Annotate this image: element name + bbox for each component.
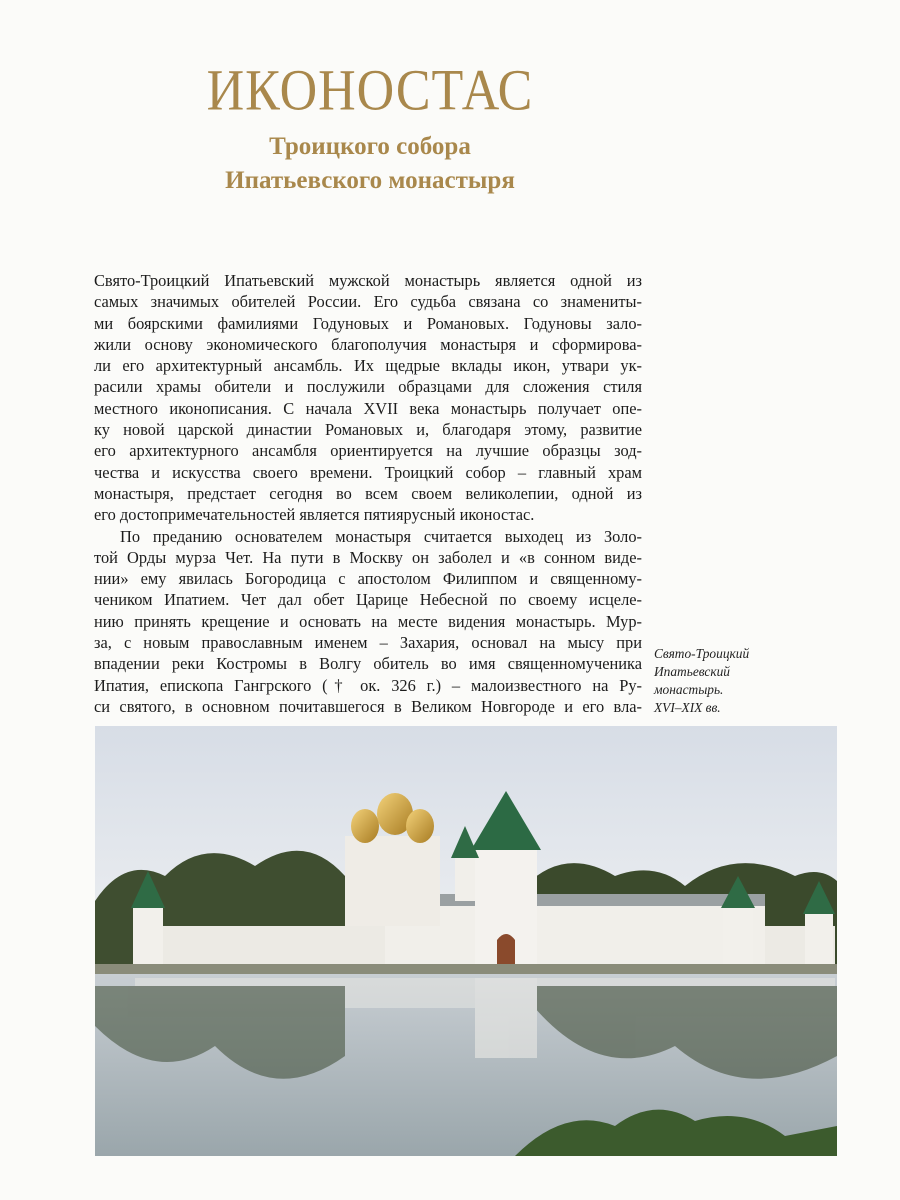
- main-building: [385, 901, 765, 966]
- text-line: Ипатия, епископа Гангрского († ок. 326 г.) – малоизвестного на Ру-: [94, 675, 642, 695]
- text-line: По преданию основателем монастыря считается выходец из Золо-: [120, 526, 642, 546]
- right-tower: [805, 911, 833, 966]
- text-line: его достопримечательностей является пятиярусный иконостас.: [94, 505, 535, 525]
- text-line: жили основу экономического благополучия монастыря и сформирова-: [94, 334, 642, 354]
- text-line: нии» ему явилась Богородица с апостолом Филиппом и священному-: [94, 569, 642, 589]
- text-line: расили храмы обители и послужили образцами для сложения стиля: [94, 377, 642, 397]
- caption-line: Ипатьевский: [654, 664, 731, 679]
- monastery-photo: [95, 726, 837, 1156]
- text-line: монастыря, предстает сегодня во всем своем великолепии, одной из: [94, 483, 642, 503]
- text-line: Свято-Троицкий Ипатьевский мужской монастырь является одной из: [94, 271, 642, 290]
- subtitle-line: Ипатьевского монастыря: [225, 167, 515, 194]
- page-subtitle: [0, 130, 740, 198]
- text-line: чеником Ипатием. Чет дал обет Царице Небесной по своему исцеле-: [94, 590, 642, 610]
- page-title: ИКОНОСТАС: [206, 59, 534, 123]
- gate-arch: [497, 934, 515, 966]
- text-line: местного иконописания. С начала XVII века монастырь получает опе-: [94, 398, 642, 418]
- belfry: [455, 856, 475, 901]
- dome: [406, 809, 434, 843]
- text-line: самых значимых обителей России. Его судьба связана со знамениты-: [94, 292, 642, 312]
- text-line: его архитектурного ансамбля ориентируется на лучшие образцы зод-: [94, 441, 642, 461]
- text-line: ми боярскими фамилиями Годуновых и Романовых. Годуновы зало-: [94, 313, 642, 333]
- cathedral: [345, 836, 440, 926]
- subtitle-line: Троицкого собора: [269, 133, 471, 160]
- text-line: си святого, в основном почитавшегося в Великом Новгороде и его вла-: [94, 696, 642, 716]
- text-line: ку новой царской династии Романовых и, благодаря этому, развитие: [94, 420, 642, 440]
- text-line: впадении реки Костромы в Волгу обитель во имя священномученика: [94, 654, 642, 674]
- shore: [95, 964, 837, 974]
- text-line: той Орды мурза Чет. На пути в Москву он заболел и «в сонном виде-: [94, 547, 642, 567]
- paragraph-2: [94, 526, 642, 718]
- dome: [351, 809, 379, 843]
- text-line: чества и искусства своего времени. Троицкий собор – главный храм: [94, 462, 642, 482]
- body-text: [94, 270, 642, 717]
- text-line: за, с новым православным именем – Захария, основал на мысу при: [94, 633, 642, 653]
- photo-caption: [654, 645, 794, 717]
- caption-line: монастырь.: [654, 682, 724, 697]
- caption-line: Свято-Троицкий: [654, 646, 750, 661]
- building-roof: [385, 894, 765, 906]
- caption-line: XVI–XIX вв.: [654, 700, 721, 715]
- text-line: ли его архитектурный ансамбль. Их щедрые вклады икон, утвари ук-: [94, 356, 642, 376]
- left-tower: [133, 906, 163, 966]
- right-tower: [723, 906, 753, 966]
- text-line: нию принять крещение и основать на месте видения монастырь. Мур-: [94, 611, 642, 631]
- paragraph-1: [94, 270, 642, 526]
